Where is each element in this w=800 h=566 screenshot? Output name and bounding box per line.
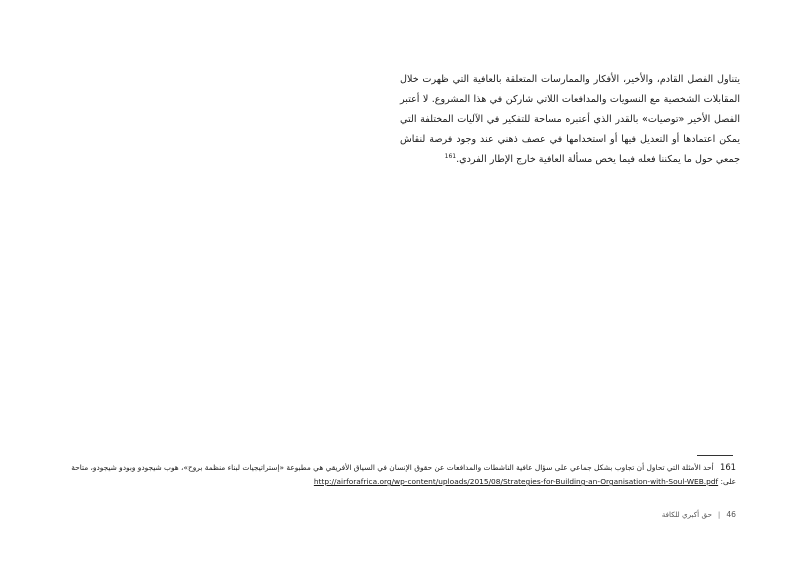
footnote [66, 460, 736, 489]
footnote-link[interactable]: http://airforafrica.org/wp-content/uploads/2015/08/Strategies-for-Building-an-Organisation-with-Soul-WEB.pdf [313, 477, 719, 486]
footer-title: حق أكبري للكافة [661, 510, 712, 519]
footer-separator: | [717, 510, 721, 519]
footnote-divider [697, 455, 733, 456]
page-number: 46 [726, 510, 736, 519]
body-paragraph-text: يتناول الفصل القادم، والأخير، الأفكار والممارسات المتعلقة بالعافية التي ظهرت خلال المقابلات الشخصية مع النسويات والمدافعات اللاتي شاركن في هذا المشروع. لا أعتبر الفصل الأخير «توصيات» بالقدر الذي أعتبره مساحة للتفكير في الآليات المختلفة التي يمكن اعتمادها أو التعديل فيها أو استخدامها في عصف ذهني عند وجود فرصة لنقاش جمعي حول ما يمكننا فعله فيما يخص مسألة العافية خارج الإطار الفردي. [400, 74, 740, 165]
page-footer [662, 510, 736, 519]
footnote-reference[interactable]: 161 [444, 152, 457, 160]
footnote-number: 161 [720, 462, 736, 472]
footnote-text: أحد الأمثلة التي تحاول أن تجاوب بشكل جماعي على سؤال عافية الناشطات والمدافعات عن حقوق الإنسان في السياق الأفريقي هي مطبوعة «إستراتيجيات لبناء منظمة بروح»، هوب شيجودو وبودو شيجودو، متاحة على: [71, 463, 736, 486]
body-paragraph-block [400, 70, 740, 170]
body-paragraph [400, 70, 740, 170]
